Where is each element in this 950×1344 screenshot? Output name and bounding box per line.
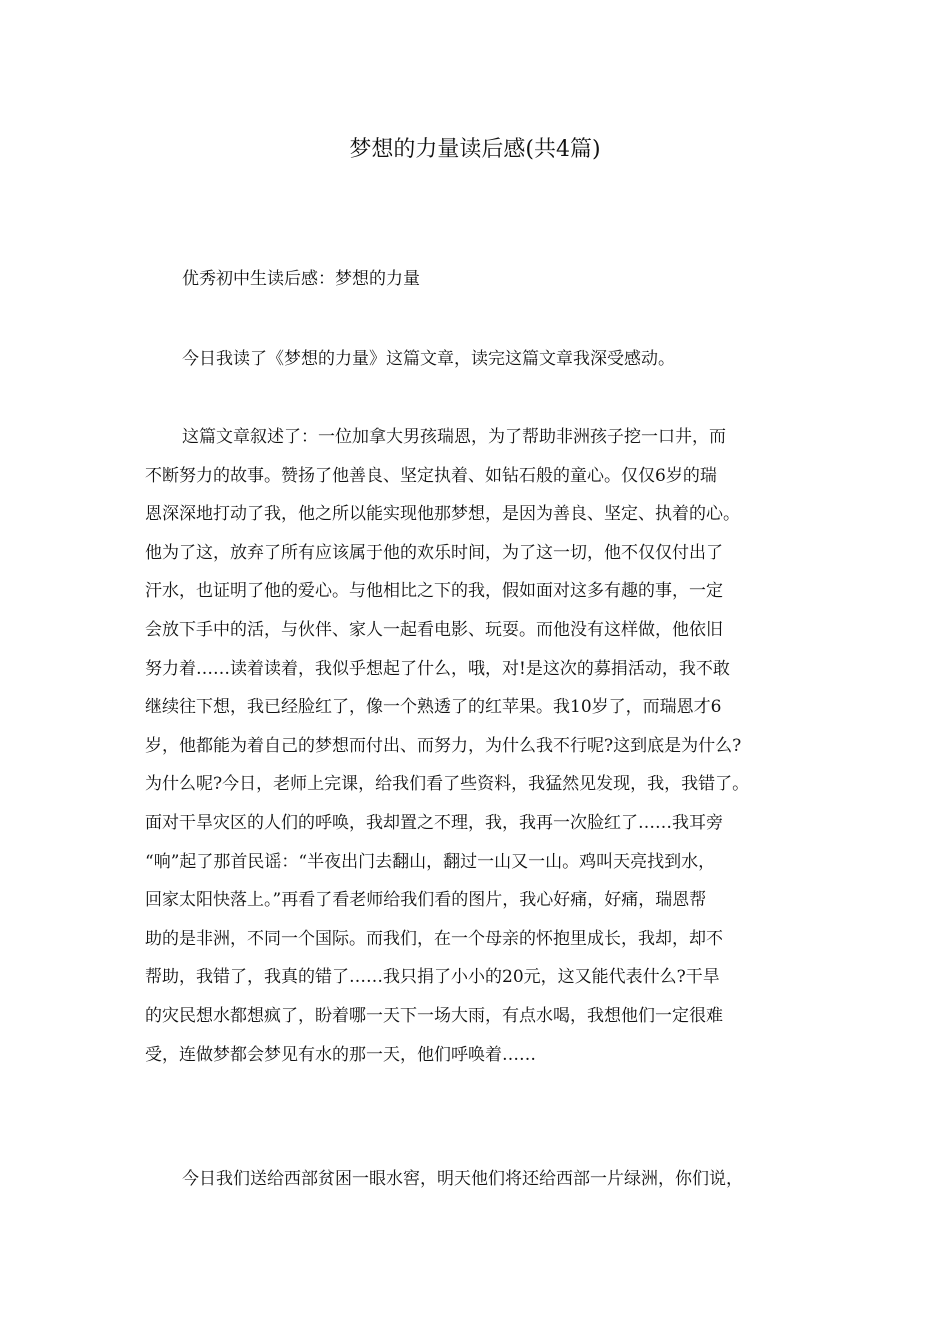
paragraph-intro: 今日我读了《梦想的力量》这篇文章，读完这篇文章我深受感动。 xyxy=(182,349,675,369)
document-title: 梦想的力量读后感(共4篇) xyxy=(349,137,601,162)
paragraph-subtitle: 优秀初中生读后感：梦想的力量 xyxy=(182,269,420,289)
paragraph-body: 这篇文章叙述了：一位加拿大男孩瑞恩，为了帮助非洲孩子挖一口井，而 不断努力的故事。赞扬了他善良、坚定执着、如钻石般的童心。仅仅6岁的瑞 恩深深地打动了我，他之所以能实现他那梦想，是因为善良、坚定、执着的心。 他为了这，放弃了所有应该属于他的欢乐时间，为了这一切，他不仅仅付出了 汗水，也证明了他的爱心。与他相比之下的我，假如面对这多有趣的事，一定 会放下手中的活，与伙伴、家人一起看电影、玩耍。而他没有这样做，他依旧 努力着……读着读着，我似乎想起了什么，哦，对!是这次的募捐活动，我不敢 继续往下想，我已经脸红了，像一个熟透了的红苹果。我10岁了，而瑞恩才6 岁，他都能为着自己的梦想而付出、而努力，为什么我不行呢?这到底是为什么? 为什么呢?今日，老师上完课，给我们看了些资料，我猛然见发现，我，我错了。 面对干旱灾区的人们的呼唤，我却置之不理，我，我再一次脸红了……我耳旁 “响”起了那首民谣：“半夜出门去翻山，翻过一山又一山。鸡叫天亮找到水， 回家太阳快落上。”再看了看老师给我们看的图片，我心好痛，好痛，瑞恩帮 助的是非洲，不同一个国际。而我们，在一个母亲的怀抱里成长，我却，却不 帮助，我错了，我真的错了……我只捐了小小的20元，这又能代表什么?干旱 的灾民想水都想疯了，盼着哪一天下一场大雨，有点水喝，我想他们一定很难 受，连做梦都会梦见有水的那一天，他们呼唤着…… xyxy=(145,427,750,1065)
paragraph-closing: 今日我们送给西部贫困一眼水窖，明天他们将还给西部一片绿洲，你们说， xyxy=(182,1169,743,1189)
